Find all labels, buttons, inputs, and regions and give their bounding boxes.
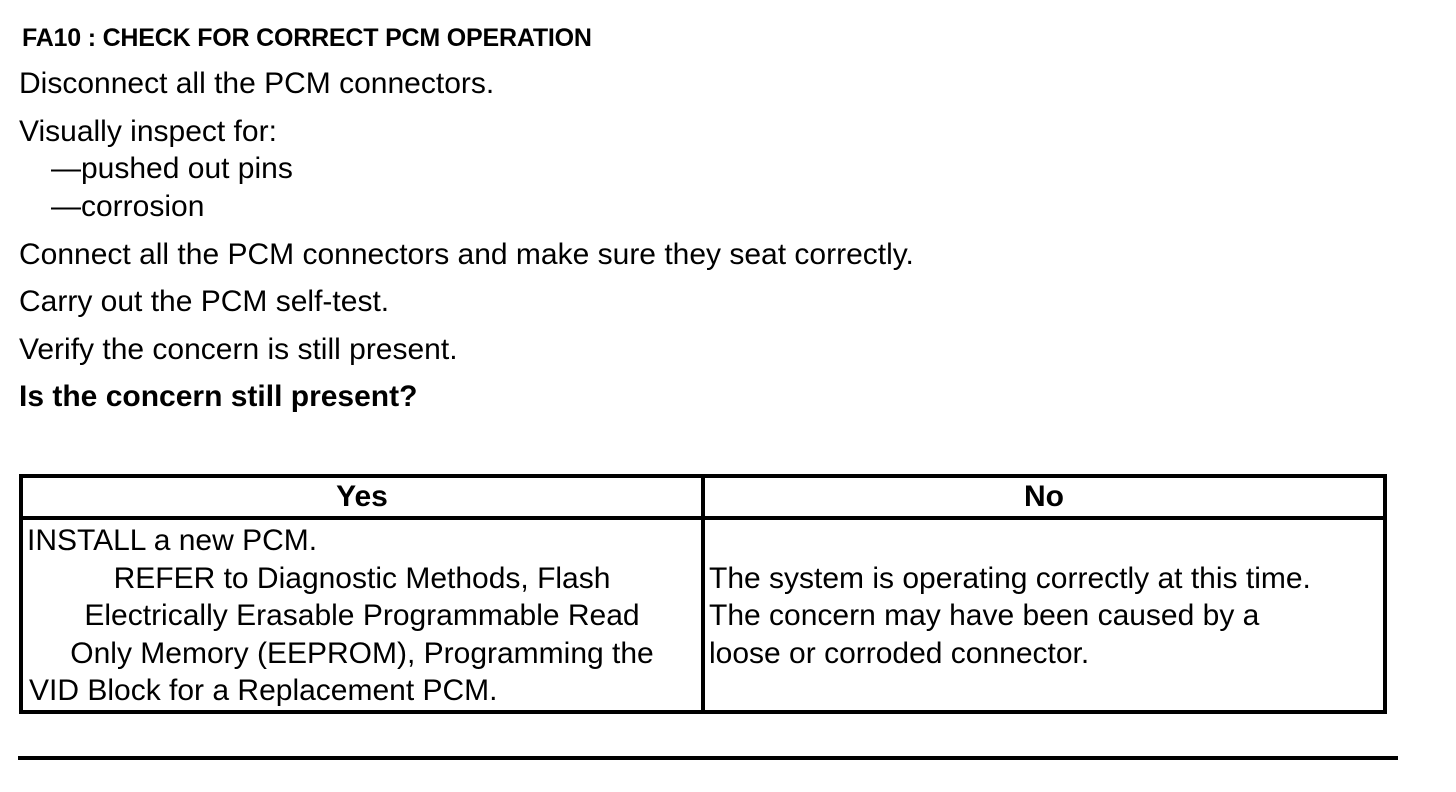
no-line: The system is operating correctly at this time. <box>709 561 1311 595</box>
table-row <box>21 518 1385 712</box>
table-header-row <box>21 476 1385 518</box>
yes-line: INSTALL a new PCM. <box>27 524 318 557</box>
step-disconnect: Disconnect all the PCM connectors. <box>19 67 495 100</box>
header-no: No <box>703 476 1385 518</box>
yes-line: Only Memory (EEPROM), Programming the <box>70 636 654 670</box>
inspect-item-corrosion: —corrosion <box>51 190 205 223</box>
step-inspect: Visually inspect for: <box>19 115 277 148</box>
no-line: loose or corroded connector. <box>709 636 1090 670</box>
step-connect: Connect all the PCM connectors and make sure they seat correctly. <box>19 238 914 271</box>
bottom-divider <box>18 756 1398 760</box>
step-self-test: Carry out the PCM self-test. <box>19 285 390 318</box>
result-table <box>19 474 1387 714</box>
yes-line: Electrically Erasable Programmable Read <box>84 599 640 632</box>
no-line: The concern may have been caused by a <box>709 599 1260 632</box>
header-yes: Yes <box>21 476 703 518</box>
step-heading: FA10 : CHECK FOR CORRECT PCM OPERATION <box>22 24 592 52</box>
step-verify: Verify the concern is still present. <box>19 333 458 366</box>
yes-action-cell <box>21 518 703 712</box>
no-action-cell <box>703 518 1385 712</box>
question: Is the concern still present? <box>19 380 418 413</box>
yes-line: VID Block for a Replacement PCM. <box>29 674 498 707</box>
inspect-item-pins: —pushed out pins <box>51 152 293 185</box>
yes-line: REFER to Diagnostic Methods, Flash <box>113 561 611 595</box>
